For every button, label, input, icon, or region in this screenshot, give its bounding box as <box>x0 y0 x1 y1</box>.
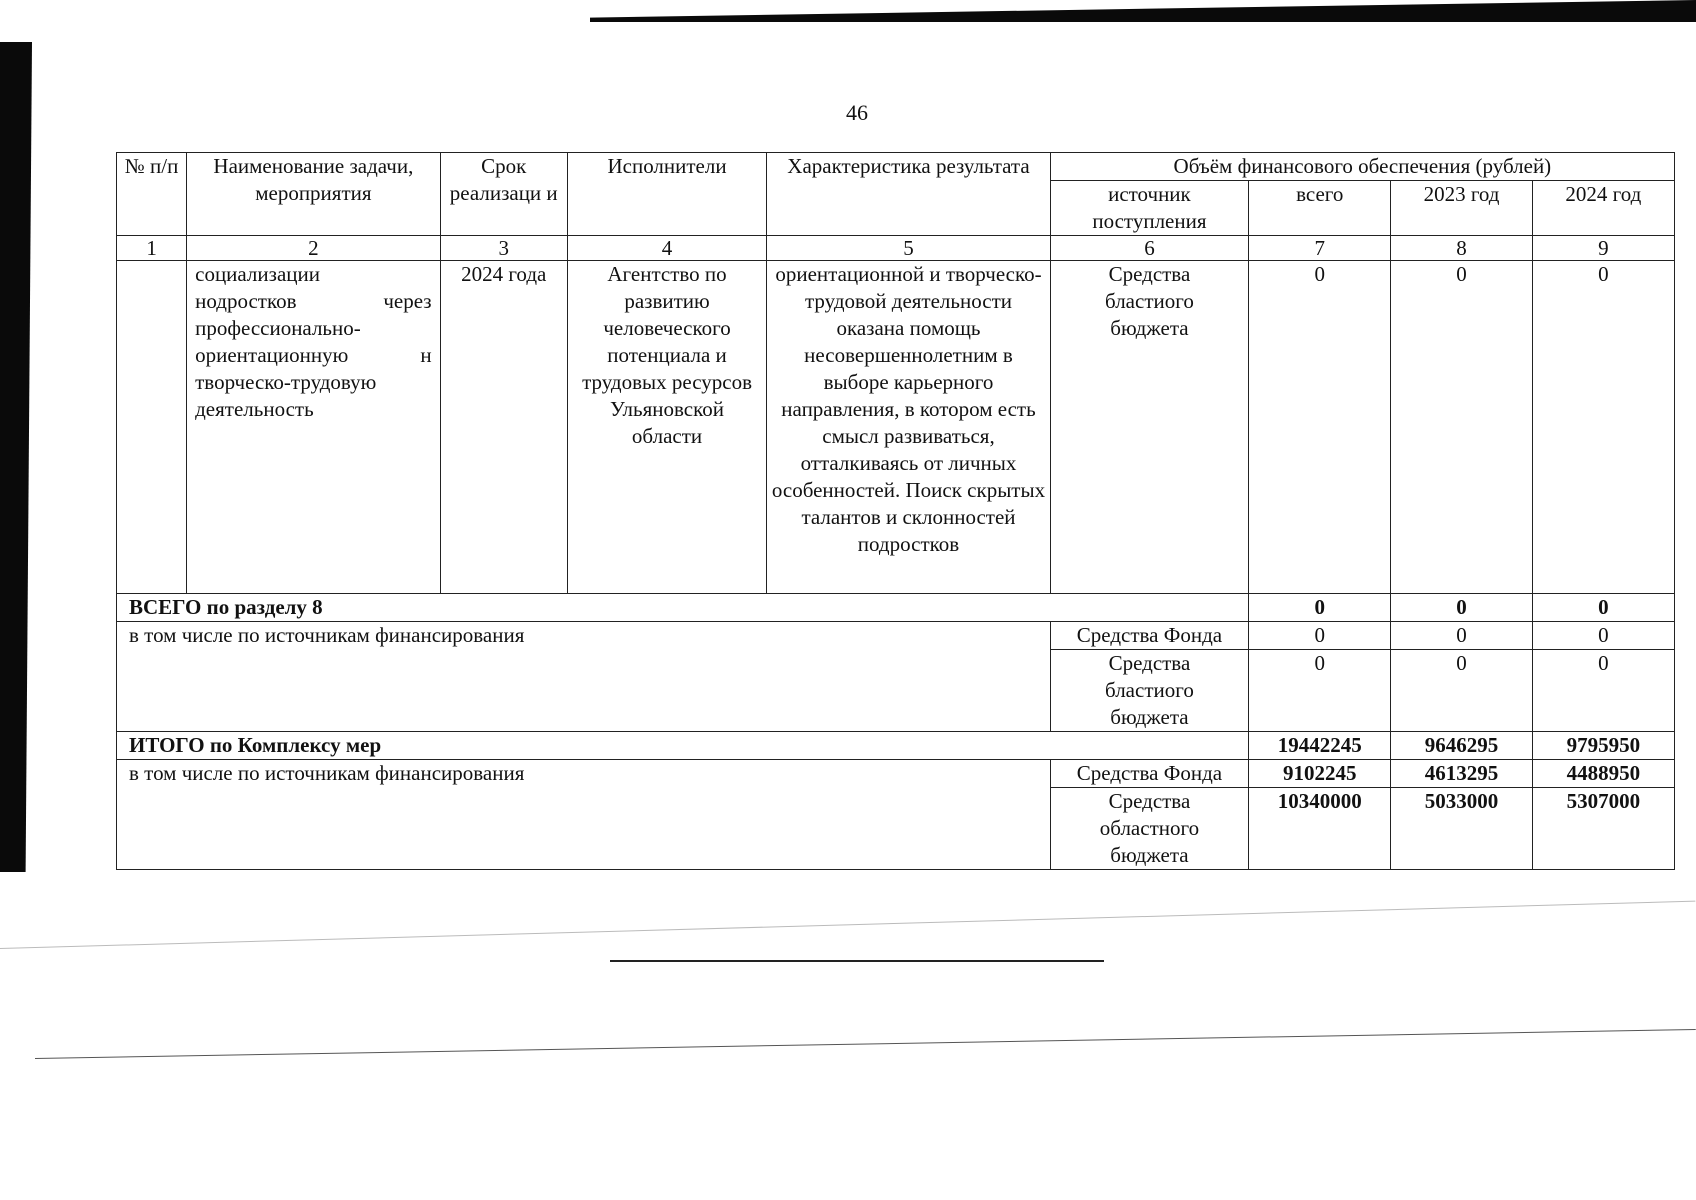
activity-2024: 0 <box>1532 261 1674 594</box>
header-executors: Исполнители <box>567 153 766 236</box>
grand-region-2024: 5307000 <box>1532 788 1674 870</box>
financing-table <box>116 152 1675 870</box>
section-fund-2023: 0 <box>1391 622 1532 650</box>
grand-total-2024: 9795950 <box>1532 732 1674 760</box>
activity-executor: Агентство по развитию человеческого потенциала и трудовых ресурсов Ульяновской области <box>567 261 766 594</box>
section-fund-total: 0 <box>1249 622 1391 650</box>
grand-total-row <box>117 732 1675 760</box>
activity-result: ориентационной и творческо-трудовой деятельности оказана помощь несовершеннолетним в выборе карьерного направления, в котором есть смысл развиваться, отталкиваясь от личных особенностей. Поиск скрытых талантов и склонностей подростков <box>767 261 1051 594</box>
column-number-row <box>117 236 1675 261</box>
scan-edge-left <box>0 42 32 872</box>
grand-total-label: ИТОГО по Комплексу мер <box>117 732 1249 760</box>
section-total-total: 0 <box>1249 594 1391 622</box>
activity-name-line: деятельность <box>195 397 314 421</box>
grand-fund-total: 9102245 <box>1249 760 1391 788</box>
column-number: 4 <box>567 236 766 261</box>
column-number: 7 <box>1249 236 1391 261</box>
section-region-2023: 0 <box>1391 650 1532 732</box>
scan-artifact-line <box>35 1029 1696 1059</box>
activity-2023: 0 <box>1391 261 1532 594</box>
header-no: № п/п <box>117 153 187 236</box>
activity-name-line: профессионально- <box>195 316 361 340</box>
activity-name-line: социализации <box>195 262 320 286</box>
activity-name-line: нодростков через <box>195 289 432 313</box>
header-funding-group: Объём финансового обеспечения (рублей) <box>1050 153 1674 181</box>
grand-region-source: Средства областного бюджета <box>1050 788 1248 870</box>
section-total-2024: 0 <box>1532 594 1674 622</box>
header-2023: 2023 год <box>1391 181 1532 236</box>
activity-row <box>117 261 1675 594</box>
section-fund-2024: 0 <box>1532 622 1674 650</box>
section-region-total: 0 <box>1249 650 1391 732</box>
activity-name-line: ориентационную н <box>195 343 432 367</box>
activity-source: Средства бластиого бюджета <box>1050 261 1248 594</box>
activity-no <box>117 261 187 594</box>
column-number: 1 <box>117 236 187 261</box>
scan-edge-top <box>590 0 1696 22</box>
section-total-row <box>117 594 1675 622</box>
section-fund-row <box>117 622 1675 650</box>
section-region-2024: 0 <box>1532 650 1674 732</box>
activity-name <box>187 261 440 594</box>
column-number: 2 <box>187 236 440 261</box>
section-fund-source: Средства Фонда <box>1050 622 1248 650</box>
grand-fund-2023: 4613295 <box>1391 760 1532 788</box>
activity-total: 0 <box>1249 261 1391 594</box>
grand-total-2023: 9646295 <box>1391 732 1532 760</box>
grand-region-total: 10340000 <box>1249 788 1391 870</box>
grand-fund-row <box>117 760 1675 788</box>
header-name: Наименование задачи, мероприятия <box>187 153 440 236</box>
grand-total-total: 19442245 <box>1249 732 1391 760</box>
section-total-label: ВСЕГО по разделу 8 <box>117 594 1249 622</box>
column-number: 3 <box>440 236 567 261</box>
column-number: 9 <box>1532 236 1674 261</box>
activity-term: 2024 года <box>440 261 567 594</box>
column-number: 6 <box>1050 236 1248 261</box>
section-breakdown-label: в том числе по источникам финансирования <box>117 622 1051 732</box>
header-term: Срок реализаци и <box>440 153 567 236</box>
page-number: 46 <box>846 100 868 125</box>
column-number: 8 <box>1391 236 1532 261</box>
header-total: всего <box>1249 181 1391 236</box>
grand-breakdown-label: в том числе по источникам финансирования <box>117 760 1051 870</box>
grand-fund-2024: 4488950 <box>1532 760 1674 788</box>
activity-name-line: творческо-трудовую <box>195 370 377 394</box>
column-number: 5 <box>767 236 1051 261</box>
section-region-source: Средства бластиого бюджета <box>1050 650 1248 732</box>
section-total-2023: 0 <box>1391 594 1532 622</box>
footnote-separator <box>610 960 1104 962</box>
header-2024: 2024 год <box>1532 181 1674 236</box>
header-source: источник поступления <box>1050 181 1248 236</box>
grand-region-2023: 5033000 <box>1391 788 1532 870</box>
header-result: Характеристика результата <box>767 153 1051 236</box>
header-row <box>117 153 1675 181</box>
grand-fund-source: Средства Фонда <box>1050 760 1248 788</box>
scan-artifact-line <box>0 901 1695 949</box>
